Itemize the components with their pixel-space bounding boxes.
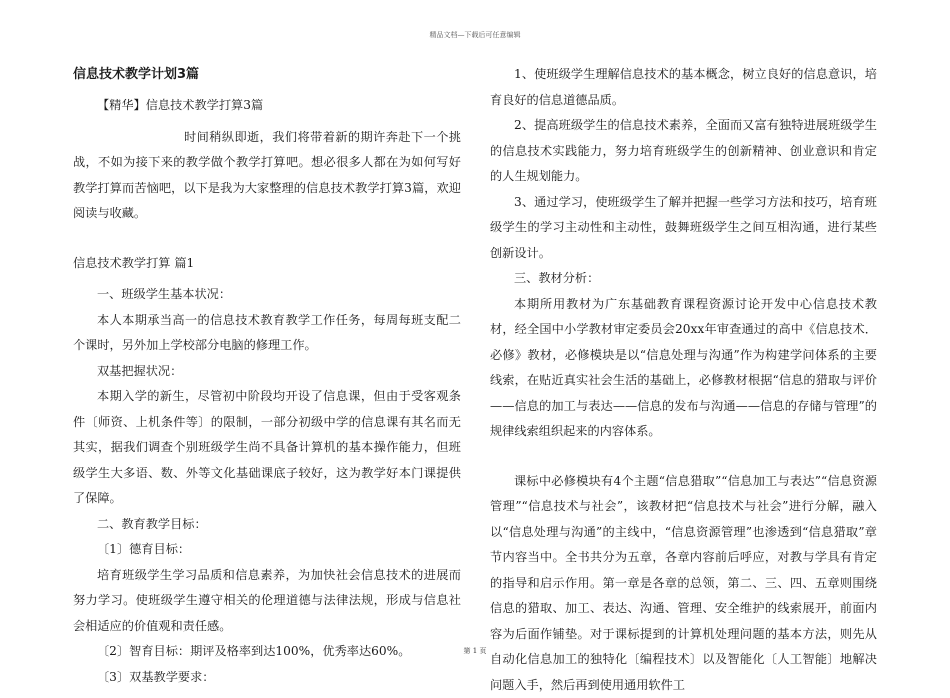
requirement-item-1: 1、使班级学生理解信息技术的基本概念，树立良好的信息意识，培育良好的信息道德品质。 <box>490 62 877 113</box>
document-subtitle: 【精华】信息技术教学打算3篇 <box>73 93 461 119</box>
document-title: 信息技术教学计划3篇 <box>73 62 461 87</box>
paragraph-intellectual-goals: 〔2〕智育目标：期评及格率到达100%，优秀率达60%。 <box>73 639 461 665</box>
heading-moral-goals: 〔1〕德育目标： <box>73 537 461 563</box>
paragraph-curriculum: 课标中必修模块有4个主题“信息猎取”“信息加工与表达”“信息资源管理”“信息技术与社会”，该教材把“信息技术与社会”进行分解，融入以“信息处理与沟通”的主线中，“信息资源管理”也渗透到“信息猎取”章节内容当中。全书共分为五章，各章内容前后呼应，对教与学具有肯定的指导和启示作用。第一章是各章的总领，第二、三、四、五章则围绕信息的猎取、加工、表达、沟通、管理、安全维护的线索展开，前面内容为后面作铺垫。对于课标提到的计算机处理问题的基本方法，则先从自动化信息加工的独特化〔编程技术〕以及智能化〔人工智能〕地解决问题入手，然后再到使用通用软件工 <box>490 469 877 698</box>
paragraph-basics: 本期入学的新生，尽管初中阶段均开设了信息课，但由于受客观条件〔师资、上机条件等〕的限制，一部分初级中学的信息课有其名而无其实，据我们调查个别班级学生尚不具备计算机的基本操作能力，但班级学生大多语、数、外等文化基础课底子较好，这为教学好本门课提供了保障。 <box>73 384 461 512</box>
left-column <box>73 62 461 690</box>
intro-paragraph: 时间稍纵即逝，我们将带着新的期许奔赴下一个挑战，不如为接下来的教学做个教学打算吧。想必很多人都在为如何写好教学打算而苦恼吧，以下是我为大家整理的信息技术教学打算3篇，欢迎阅读与收藏。 <box>73 125 461 227</box>
page-header-note: 精品文档—下载后可任意编辑 <box>0 30 950 40</box>
requirement-item-3: 3、通过学习，使班级学生了解并把握一些学习方法和技巧，培育班级学生的学习主动性和主动性，鼓舞班级学生之间互相沟通，进行某些创新设计。 <box>490 190 877 267</box>
paragraph-basic-requirements: 〔3〕双基教学要求： <box>73 665 461 691</box>
right-column <box>490 62 877 698</box>
page-number: 第 1 页 <box>0 646 950 656</box>
heading-goals: 二、教育教学目标： <box>73 512 461 538</box>
paragraph-workload: 本人本期承当高一的信息技术教育教学工作任务，每周每班支配二个课时，另外加上学校部分电脑的修理工作。 <box>73 308 461 359</box>
paragraph-textbook: 本期所用教材为广东基础教育课程资源讨论开发中心信息技术教材，经全国中小学教材审定委员会20xx年审查通过的高中《信息技术．必修》教材，必修模块是以“信息处理与沟通”作为构建学问体系的主要线索，在贴近真实社会生活的基础上，必修教材根据“信息的猎取与评价——信息的加工与表达——信息的发布与沟通——信息的存储与管理”的规律线索组织起来的内容体系。 <box>490 292 877 445</box>
heading-basics: 双基把握状况： <box>73 359 461 385</box>
paragraph-moral-goals: 培育班级学生学习品质和信息素养，为加快社会信息技术的进展而努力学习。使班级学生遵守相关的伦理道德与法律法规，形成与信息社会相适应的价值观和责任感。 <box>73 563 461 640</box>
requirement-item-2: 2、提高班级学生的信息技术素养，全面而又富有独特进展班级学生的信息技术实践能力，努力培育班级学生的创新精神、创业意识和肯定的人生规划能力。 <box>490 113 877 190</box>
section-title: 信息技术教学打算 篇1 <box>73 251 461 277</box>
heading-student-status: 一、班级学生基本状况： <box>73 282 461 308</box>
heading-textbook-analysis: 三、教材分析： <box>490 266 877 292</box>
